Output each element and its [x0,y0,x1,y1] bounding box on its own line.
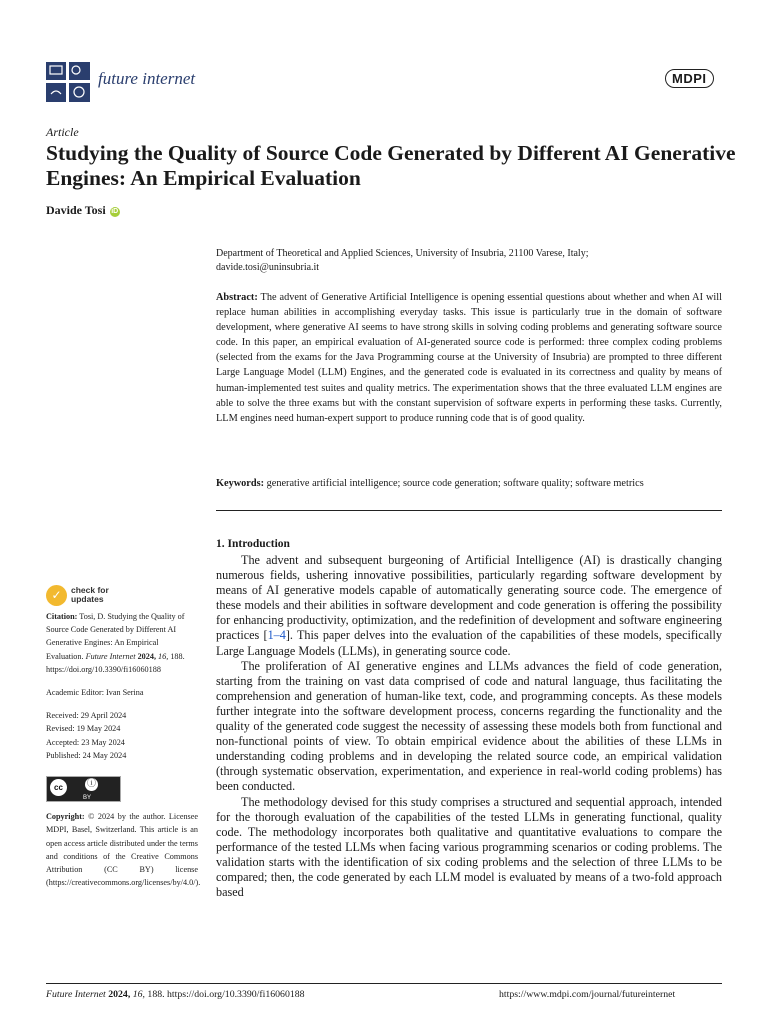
cc-icon: cc [50,779,67,796]
revised-date: Revised: 19 May 2024 [46,724,121,734]
keywords-label: Keywords: [216,478,265,489]
footer-divider [46,983,722,984]
article-type: Article [46,125,79,139]
footer-citation: Future Internet 2024, 16, 188. https://doi.org/10.3390/fi16060188 [46,989,305,1000]
journal-name: future internet [98,69,196,88]
copyright-label: Copyright: [46,812,85,822]
mdpi-logo: MDPI [665,69,714,88]
page-title: Studying the Quality of Source Code Generated by Different AI Generative Engines: An Empirical Evaluation [46,141,736,190]
check-updates-line: check for [71,585,109,595]
body-text [216,553,722,900]
abstract [216,290,722,426]
published-date: Published: 24 May 2024 [46,750,127,760]
received-date: Received: 29 April 2024 [46,711,127,721]
keywords [216,477,722,491]
citation-label: Citation: [46,612,78,621]
citation-block: Citation: Tosi, D. Studying the Quality of Source Code Generated by Different AI Generative Engines: An Empirical Evaluation. Future Internet 2024, 16, 188. https://doi.org/10.3390/fi16060188 [46,612,185,674]
author [46,203,120,218]
check-updates-line: updates [71,594,104,604]
sidebar [46,610,201,899]
academic-editor: Academic Editor: Ivan Serina [46,688,144,698]
abstract-text: The advent of Generative Artificial Intelligence is opening essential questions about whether and when AI will replace human abilities in accomplishing everyday tasks. This issue is particularly true in the domain of software development, where generative AI seems to have strong skills in solving coding problems and generating software source code. In this paper, an empirical evaluation of AI-generated source code is performed: three complex coding problems (selected from the exams for the Java Programming course at the University of Insubria) are prompted to three different Large Language Model (LLM) Engines, and the generated code is evaluated in its correctness and quality by means of human-implemented test suites and quality metrics. The experimentation shows that the three evaluated LLM engines are able to solve the three exams but with the constant supervision of software experts in performing these tasks. Currently, LLM engines need human-expert support to produce running code that is of good quality. [216,292,722,424]
dates [46,709,198,762]
cc-license-badge[interactable] [46,776,121,802]
citation-link[interactable]: 1–4 [267,628,286,643]
paragraph: The proliferation of AI generative engines and LLMs advances the field of code generation, starting from the training on vast data comprised of code and natural language, thus facilitating the comprehension and generation of human-like text, code, and programming concepts. As these models further integrate into the software development process, concerns regarding the functionality and the quality of the generated code suggest the necessity of assessing these models both from functional and non-functional points of view. To obtain empirical evidence about the abilities of these LLMs in understanding coding problems and in developing the related source code, an empirical validation (through systematic observation, experimentation, and experience in real-world coding problems) has been conducted. [216,658,722,794]
by-label: BY [83,795,92,802]
journal-logo-icon [46,62,90,102]
accepted-date: Accepted: 23 May 2024 [46,737,125,747]
check-for-updates-button[interactable] [46,585,136,607]
attribution-icon: ⓘ [86,779,96,790]
affiliation-line: Department of Theoretical and Applied Sciences, University of Insubria, 21100 Varese, Italy; [216,248,589,259]
affiliation [216,247,726,275]
author-name: Davide Tosi [46,203,106,217]
keywords-text: generative artificial intelligence; source code generation; software quality; software metrics [266,478,644,489]
orcid-icon[interactable]: iD [111,208,119,215]
section-heading: 1. Introduction [216,538,290,550]
doi-link[interactable]: 188. https://doi.org/10.3390/fi16060188 [46,651,185,674]
paragraph: The advent and subsequent burgeoning of Artificial Intelligence (AI) is drastically changing numerous fields, ushering innovative possibilities, particularly regarding software development by means of AI generative models capable of automatically generating source code. The emergence of these models and their abilities in software development and code generation is offering the possibility for enhancing productivity, optimization, and the redefinition of development and software engineering practices [1–4]. This paper delves into the evaluation of the capabilities of these models, specifically Large Language Models (LLMs), in generating source code. [216,553,722,658]
footer-doi-link[interactable]: 188. https://doi.org/10.3390/fi16060188 [147,989,305,1000]
checkmark-icon: ✓ [46,585,67,606]
abstract-label: Abstract: [216,292,258,303]
author-email[interactable]: davide.tosi@uninsubria.it [216,262,320,273]
copyright-block: Copyright: © 2024 by the author. Licensee MDPI, Basel, Switzerland. This article is an open access article distributed under the terms and conditions of the Creative Commons Attribution (CC BY) license (https://creativecommons.org/licenses/by/4.0/). [46,812,201,888]
divider [216,510,722,511]
paragraph: The methodology devised for this study comprises a structured and sequential approach, intended for the thorough evaluation of the capabilities of the tested LLMs in generating functional, quality code. The methodology incorporates both qualitative and quantitative evaluations to compare the performance of the tested LLMs when facing various programming scenarios or coding problems. The validation starts with the identification of six coding problems and the selection of three LLMs to be compared; then, the code generated by each LLM model is evaluated by means of a two-fold approach based [216,794,722,900]
footer-journal-url[interactable]: https://www.mdpi.com/journal/futureinternet [499,989,676,1000]
publisher-logo [665,69,714,88]
